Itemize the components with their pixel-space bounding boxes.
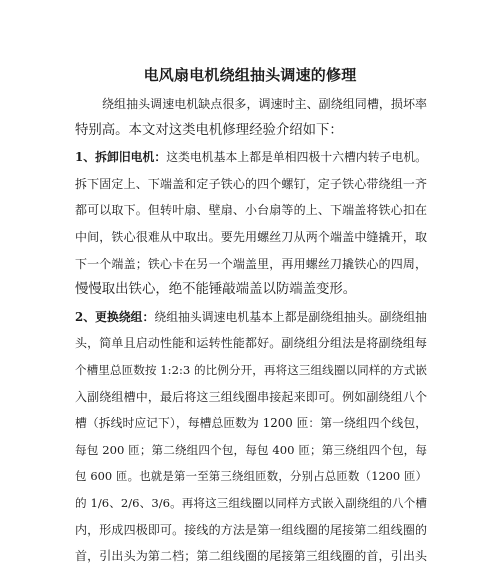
line-text: 的 1/6、2/6、3/6。再将这三组线圈以同样方式嵌入副绕组的八个槽 <box>75 495 427 510</box>
text-line <box>75 437 427 464</box>
text-line <box>75 171 427 198</box>
line-text: 特别高。本文对这类电机修理经验介绍如下： <box>75 122 343 138</box>
line-text: 包 600 匝。也就是第一至第三绕组匝数，分别占总匝数（1200 匝） <box>75 469 427 484</box>
line-text: 首，引出头为第二档；第二组线圈的尾接第三组线圈的首，引出头 <box>75 549 427 564</box>
line-text: 拆下固定上、下端盖和定子铁心的四个螺钉，定子铁心带绕组一齐 <box>75 176 427 191</box>
text-line <box>75 251 427 278</box>
line-text: 头，简单且启动性能和运转性能都好。副绕组分组法是将副绕组每 <box>75 336 427 351</box>
section-heading: 2、更换绕组： <box>75 309 155 324</box>
line-text: 槽（拆线时应记下），每槽总匝数为 1200 匝：第一绕组四个线包， <box>75 416 427 431</box>
line-text: 个槽里总匝数按 1:2:3 的比例分开，再将这三组线圈以同样的方式嵌 <box>75 362 427 377</box>
line-text: 这类电机基本上都是单相四极十六槽内转子电机。 <box>166 150 427 165</box>
text-line <box>75 357 427 384</box>
line-text: 都可以取下。但转叶扇、壁扇、小台扇等的上、下端盖将铁心扣在 <box>75 203 427 218</box>
text-line <box>75 277 427 304</box>
line-text: 每包 200 匝；第二绕组四个包，每包 400 匝；第三绕组四个包，每 <box>75 442 427 457</box>
line-text: 下一个端盖；铁心卡在另一个端盖里，再用螺丝刀撬铁心的四周， <box>75 256 427 271</box>
line-text: 入副绕组槽中，最后将这三组线圈串接起来即可。例如副绕组八个 <box>75 389 427 404</box>
text-line <box>75 330 427 357</box>
text-line <box>75 517 427 544</box>
text-line <box>75 197 427 224</box>
line-text: 内，形成四极即可。接线的方法是第一组线圈的尾接第二组线圈的 <box>75 522 427 537</box>
line-text: 慢慢取出铁心，绝不能锤敲端盖以防端盖变形。 <box>75 282 357 298</box>
section-heading: 1、拆卸旧电机： <box>75 150 167 165</box>
text-line <box>75 543 427 566</box>
text-line <box>75 91 427 118</box>
text-line <box>75 224 427 251</box>
document-body <box>75 91 427 566</box>
line-text: 绕组抽头调速电机基本上都是副绕组抽头。副绕组抽 <box>154 309 427 324</box>
text-line <box>75 144 427 171</box>
text-line <box>75 304 427 331</box>
text-line <box>75 463 427 490</box>
document-title: 电风扇电机绕组抽头调速的修理 <box>143 66 357 84</box>
text-line <box>75 118 427 145</box>
text-line <box>75 490 427 517</box>
text-line <box>75 384 427 411</box>
line-text: 中间，铁心很难从中取出。要先用螺丝刀从两个端盖中缝撬开，取 <box>75 229 427 244</box>
text-line <box>75 410 427 437</box>
line-text: 绕组抽头调速电机缺点很多，调速时主、副绕组同槽，损坏率 <box>102 97 427 111</box>
